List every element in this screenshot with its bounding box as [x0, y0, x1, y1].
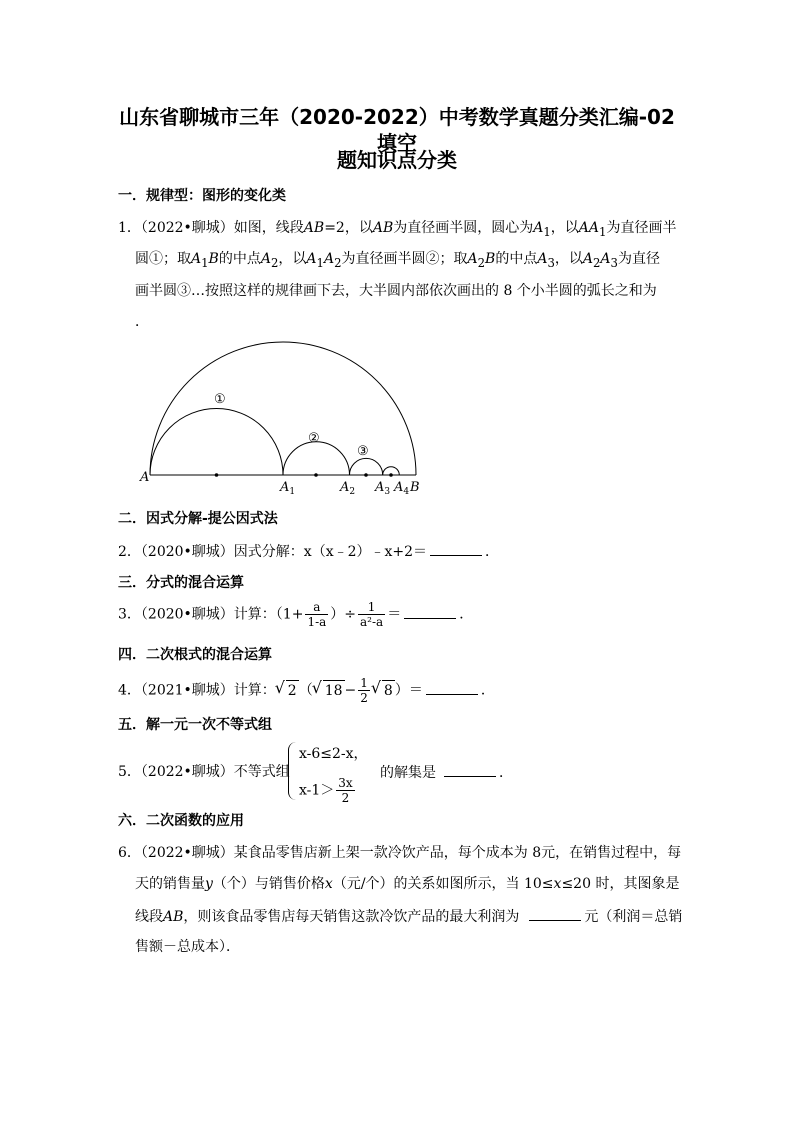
q5-text: 的解集是: [380, 765, 436, 781]
numerator: 1: [360, 676, 368, 690]
q6-var: x: [324, 876, 333, 892]
q6-line1: 6．（2022•聊城）某食品零售店新上架一款冷饮产品，每个成本为 8元，在销售过程中，每: [118, 845, 682, 861]
answer-blank[interactable]: [404, 604, 456, 619]
q1-var: A: [306, 251, 317, 267]
q1-line3: 画半圆③…按照这样的规律画下去，大半圆内部依次画出的 8 个小半圆的弧长之和为: [135, 283, 657, 299]
q5-inequality-2: [299, 776, 357, 805]
q2-line: [118, 541, 499, 562]
q1-var: A: [600, 251, 611, 267]
q1-text: 圆①；取: [135, 251, 191, 267]
sqrt-expression: √ 18: [323, 680, 345, 701]
denominator: a²-a: [360, 615, 384, 629]
q2-end: ．: [485, 544, 500, 560]
point-label-B: B: [410, 480, 420, 495]
semicircle-1: [150, 409, 283, 476]
sqrt-expression: √ 2: [286, 680, 299, 701]
q6-text: ，则该食品零售店每天销售这款冷饮产品的最大利润为: [183, 909, 520, 925]
q1-text: ，以: [550, 220, 579, 236]
q1-text: ，以: [278, 251, 307, 267]
page-title-line1: 山东省聊城市三年（2020-2022）中考数学真题分类汇编-02 填空: [119, 105, 675, 155]
q4-end: ．: [480, 682, 495, 699]
q5-inequality-1: x-6≤2-x，: [299, 746, 368, 762]
q4-text: 4．（2021•聊城）计算：: [118, 682, 276, 699]
q1-sub: 1: [599, 224, 607, 239]
answer-blank[interactable]: [426, 680, 478, 695]
q1-sub: 1: [316, 255, 324, 270]
q1-sub: 3: [610, 255, 618, 270]
q5-tail: [380, 762, 513, 783]
q1-sub: 2: [334, 255, 342, 270]
point-label-A3: $A_3$: [375, 480, 391, 497]
q1-text: 为直径: [617, 251, 660, 267]
q4-line: [118, 676, 495, 705]
q1-text: 为直径画半圆，圆心为: [393, 220, 534, 236]
q3-text: ＝: [387, 606, 402, 623]
q1-text: 的中点: [495, 251, 538, 267]
point-label-A: A: [140, 470, 150, 485]
q6-line4: 售额－总成本）．: [135, 939, 240, 955]
numerator: 1: [358, 600, 385, 615]
center-dot: [389, 473, 393, 477]
center-dot: [364, 473, 368, 477]
circled-label-3: ③: [357, 444, 369, 459]
semicircle-2: [283, 442, 350, 475]
q1-var: B: [208, 251, 219, 267]
q3-end: ．: [459, 606, 474, 623]
denominator: 2: [360, 691, 368, 705]
answer-blank[interactable]: [529, 906, 581, 921]
section-heading-1: 一．规律型：图形的变化类: [118, 188, 286, 204]
q5-text: x-1＞: [299, 782, 335, 799]
q1-text: 的中点: [218, 251, 261, 267]
minus-sign: −: [344, 682, 357, 699]
q5-label: 5．（2022•聊城）不等式组: [118, 764, 290, 780]
semicircle-3: [350, 458, 383, 475]
q3-text: 3．（2020•聊城）计算：（1+: [118, 606, 304, 623]
q6-text: （元/个）的关系如图所示，当 10≤: [332, 876, 554, 892]
q1-var: AA: [578, 220, 600, 236]
q1-var: B: [485, 251, 496, 267]
q1-sub: 1: [543, 224, 551, 239]
q1-var: A: [191, 251, 202, 267]
section-heading-2: 二．因式分解-提公因式法: [118, 511, 278, 527]
q3-line: [118, 600, 473, 629]
q1-line4: ．: [135, 314, 149, 330]
denominator: 1-a: [307, 615, 327, 629]
q4-text: （: [298, 682, 313, 699]
q1-sub: 2: [477, 255, 486, 270]
q1-var: AB: [372, 220, 394, 236]
q1-text: 为直径画半: [606, 220, 677, 236]
q2-text: 2．（2020•聊城）因式分解：x（x﹣2）﹣x+2＝: [118, 544, 428, 560]
denominator: 2: [341, 791, 350, 805]
q1-line2: [135, 249, 660, 273]
q6-var: x: [553, 876, 562, 892]
big-semicircle: [150, 342, 416, 475]
answer-blank[interactable]: [430, 541, 482, 556]
section-heading-5: 五．解一元一次不等式组: [118, 717, 272, 733]
center-dot: [314, 473, 318, 477]
q3-text: ）÷: [330, 606, 357, 623]
q1-sub: 2: [270, 255, 279, 270]
section-heading-3: 三．分式的混合运算: [118, 575, 244, 591]
q6-line3: [135, 906, 682, 927]
q1-text: 1．（2022•聊城）如图，线段: [118, 220, 304, 236]
q4-text: ）＝: [394, 682, 423, 699]
q1-line1: [118, 218, 676, 242]
q1-var: A: [323, 251, 335, 267]
q1-sub: 1: [201, 255, 209, 270]
answer-blank[interactable]: [444, 762, 496, 777]
q6-var: y: [205, 876, 213, 892]
q6-var: AB: [163, 909, 184, 925]
q6-text: ≤20 时，其图象是: [561, 876, 680, 892]
q1-text: 为直径画半圆②；取: [341, 251, 468, 267]
semicircle-figure: [130, 335, 430, 500]
numerator: 3x: [338, 776, 353, 790]
q1-var: A: [260, 251, 271, 267]
q1-var: AB: [303, 220, 325, 236]
q6-line2: [135, 874, 679, 894]
page-title-line2: 题知识点分类: [337, 148, 457, 172]
q1-text: =2，以: [324, 220, 373, 236]
q1-var: A: [533, 220, 544, 236]
point-label-A4: $A_4$: [394, 480, 410, 497]
q6-text: （个）与销售价格: [212, 876, 325, 892]
q6-text: 线段: [135, 909, 163, 925]
section-heading-6: 六．二次函数的应用: [118, 813, 244, 829]
q1-sub: 3: [547, 255, 555, 270]
q1-sub: 2: [593, 255, 601, 270]
sqrt-expression: √ 8: [382, 680, 395, 701]
circled-label-1: ①: [214, 392, 226, 407]
q1-var: A: [582, 251, 593, 267]
system-brace: [288, 742, 297, 800]
q5-end: ．: [499, 765, 513, 781]
fraction: [358, 676, 370, 705]
q6-text: 元（利润＝总销: [584, 909, 683, 925]
circled-label-2: ②: [308, 431, 320, 446]
center-dot: [215, 473, 219, 477]
q6-text: 天的销售量: [135, 876, 205, 892]
point-label-A1: $A_1$: [280, 480, 296, 497]
section-heading-4: 四．二次根式的混合运算: [118, 647, 272, 663]
fraction: [336, 776, 354, 805]
q1-var: A: [537, 251, 548, 267]
point-label-A2: $A_2$: [340, 480, 356, 497]
fraction: [305, 600, 328, 629]
numerator: a: [305, 600, 328, 615]
fraction: [358, 600, 385, 629]
q1-var: A: [467, 251, 478, 267]
q1-text: ，以: [554, 251, 583, 267]
